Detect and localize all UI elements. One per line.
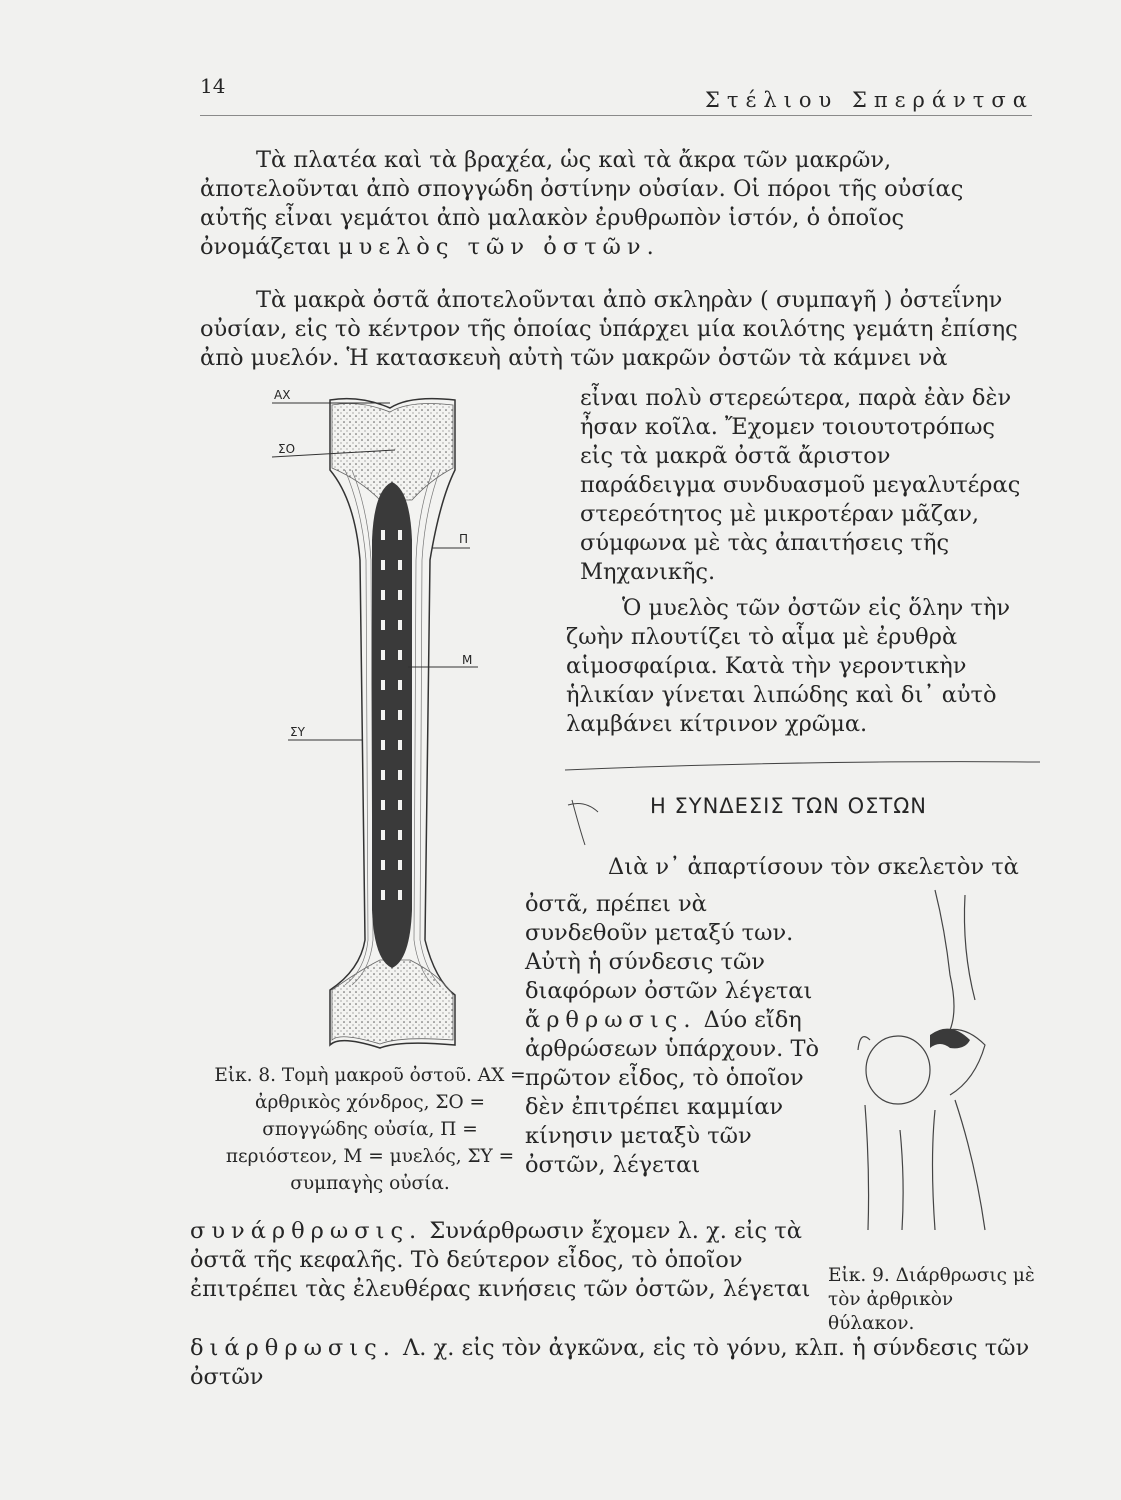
paragraph-2-continuation: εἶναι πολὺ στερεώτερα, παρὰ ἐὰν δὲν ἦσαν κοῖλα. Ἔχομεν τοιουτοτρόπως εἰς τὰ μακρᾶ ὀστᾶ ἄριστον παράδειγμα συνδυασμοῦ μεγαλυτέρας στερεότητος μὲ μικροτέραν μᾶζαν, σύμφωνα μὲ τὰς ἀπαιτήσεις τῆς Μηχανικῆς. bbox=[580, 385, 1021, 585]
paragraph-4-wrap bbox=[525, 890, 825, 1180]
joint-capsule bbox=[930, 1029, 970, 1049]
paragraph-4-text-2: Δύο εἴδη ἀρθρώσεων ὑπάρχουν. Τὸ πρῶτον εἶδος, τὸ ὁποῖον δὲν ἐπιτρέπει καμμίαν κίνησιν μεταξὺ τῶν ὀστῶν, λέγεται bbox=[525, 1007, 820, 1178]
figure-9-caption: Εἰκ. 9. Διάρθρωσις μὲ τὸν ἀρθρικὸν θύλακον. bbox=[828, 1265, 1035, 1334]
paragraph-4-end bbox=[190, 1334, 1030, 1392]
term-diarthrosis: διάρθρωσις. bbox=[190, 1335, 396, 1361]
paragraph-3: Ὁ μυελὸς τῶν ὀστῶν εἰς ὅλην τὴν ζωὴν πλουτίζει τὸ αἷμα μὲ ἐρυθρὰ αἱμοσφαίρια. Κατὰ τὴν γεροντικὴν ἡλικίαν γίνεται λιπώδης καὶ δι᾿ αὐτὸ λαμβάνει κίτρινον χρῶμα. bbox=[566, 595, 1011, 737]
paragraph-4-text-4: Λ. χ. εἰς τὸν ἀγκῶνα, εἰς τὸ γόνυ, κλπ. ἡ σύνδεσις τῶν ὀστῶν bbox=[190, 1335, 1030, 1390]
label-sy: ΣΥ bbox=[290, 725, 305, 739]
bone-outline bbox=[330, 399, 455, 1048]
term-arthrosis: ἄρθρωσις. bbox=[525, 1007, 697, 1033]
marrow-spots bbox=[381, 530, 402, 900]
paragraph-4-start: Διὰ ν᾿ ἀπαρτίσουν τὸν σκελετὸν τὰ bbox=[608, 854, 1019, 880]
joint-head bbox=[866, 1036, 930, 1104]
spongy-bottom bbox=[332, 960, 453, 1044]
paragraph-4-continued bbox=[190, 1217, 830, 1304]
label-m: Μ bbox=[462, 653, 473, 667]
running-title: Στέλιου Σπεράντσα bbox=[705, 88, 1034, 112]
page-number: 14 bbox=[200, 74, 226, 98]
label-p: Π bbox=[459, 532, 469, 546]
section-title: Η ΣΥΝΔΕΣΙΣ ΤΩΝ ΟΣΤΩΝ bbox=[650, 794, 927, 818]
header-rule bbox=[200, 115, 1032, 116]
paragraph-1-text: Τὰ πλατέα καὶ τὰ βραχέα, ὡς καὶ τὰ ἄκρα τῶν μακρῶν, ἀποτελοῦνται ἀπὸ σπογγώδη ὀστίνην οὐσίαν. Οἱ πόροι τῆς οὐσίας αὐτῆς εἶναι γεμάτοι ἀπὸ μαλακὸν ἐρυθρωπὸν ἱστόν, ὁ ὁποῖος ὀνομάζεται bbox=[200, 147, 964, 260]
spongy-top bbox=[332, 404, 453, 500]
term-synarthrosis: συνάρθρωσις. bbox=[190, 1218, 423, 1244]
paragraph-4-text-1: ὀστᾶ, πρέπει νὰ συνδεθοῦν μεταξύ των. Αὐτὴ ἡ σύνδεσις τῶν διαφόρων ὀστῶν λέγεται bbox=[525, 891, 813, 1004]
figure-8-caption: Εἰκ. 8. Τομὴ μακροῦ ὀστοῦ. ΑΧ = ἀρθρικὸς χόνδρος, ΣΟ = σπογγώδης οὐσία, Π = περιόστεον, Μ = μυελός, ΣΥ = συμπαγὴς οὐσία. bbox=[214, 1065, 526, 1194]
label-ax: ΑΧ bbox=[274, 388, 291, 402]
paragraph-1 bbox=[200, 146, 1032, 262]
paragraph-1-term: μυελὸς τῶν ὀστῶν. bbox=[338, 234, 660, 260]
paragraph-2: Τὰ μακρὰ ὀστᾶ ἀποτελοῦνται ἀπὸ σκληρὰν ( συμπαγῆ ) ὀστεΐνην οὐσίαν, εἰς τὸ κέντρον τῆς ὁποίας ὑπάρχει μία κοιλότης γεμάτη ἐπίσης ἀπὸ μυελόν. Ἡ κατασκευὴ αὐτὴ τῶν μακρῶν ὀστῶν τὰ κάμνει νὰ bbox=[200, 287, 1018, 371]
paragraph-4-text-3: Συνάρθρωσιν ἔχομεν λ. χ. εἰς τὰ ὀστᾶ τῆς κεφαλῆς. Τὸ δεύτερον εἶδος, τὸ ὁποῖον ἐπιτρέπει τὰς ἐλευθέρας κινήσεις τῶν ὀστῶν, λέγεται bbox=[190, 1218, 811, 1302]
marrow-cavity bbox=[372, 482, 412, 968]
label-so: ΣΟ bbox=[278, 442, 296, 456]
